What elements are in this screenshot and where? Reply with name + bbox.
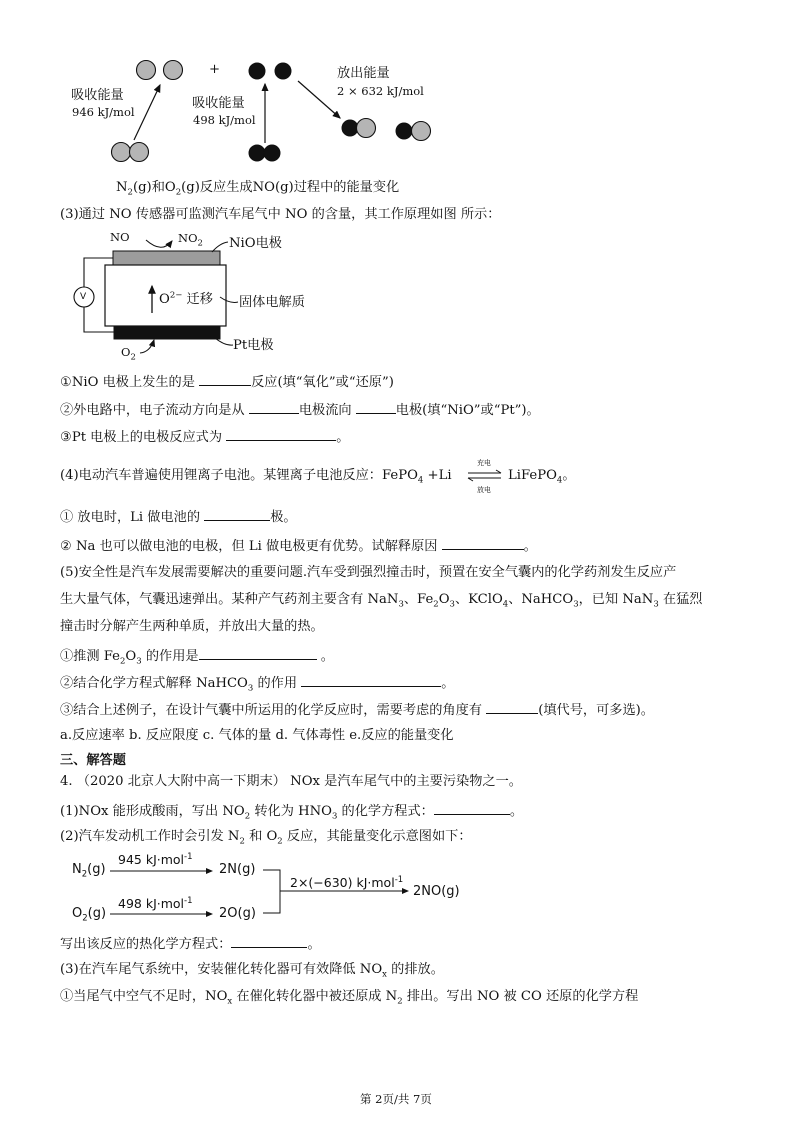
page-number: 第 2页/共 7页 <box>360 1092 432 1106</box>
charge-label: 充电 <box>477 459 491 467</box>
bracket-line <box>263 870 280 913</box>
plus-sign: + <box>209 62 221 77</box>
o2-bond-energy: 498 kJ·mol$^{-1}$ <box>118 895 193 911</box>
absorb-value-1: 946 kJ/mol <box>72 105 135 119</box>
combine-energy: 2×(−630) kJ·mol$^{-1}$ <box>290 874 404 890</box>
n-atoms-product: 2N(g) <box>219 862 256 877</box>
pt-electrode-label: Pt电极 <box>233 338 274 353</box>
q3-intro: (3)通过 NO 传感器可监测汽车尾气中 NO 的含量，其工作原理如图 所示： <box>60 207 501 222</box>
problem4-part-1: (1)NOx 能形成酸雨，写出 $NO_2$ 转化为 $HNO_3$ 的化学方程式： 。 <box>60 804 524 822</box>
q5-options: a.反应速率 b. 反应限度 c. 气体的量 d. 气体毒性 e.反应的能量变化 <box>60 728 454 743</box>
o2-reactant: $O_2(g)$ <box>72 906 107 924</box>
problem4-intro: 4. （2020 北京人大附中高一下期末） NOx 是汽车尾气中的主要污染物之一。 <box>60 774 522 789</box>
q4-intro: (4)电动汽车普遍使用锂离子电池。某锂离子电池反应：FePO$_4$ +Li <box>60 468 452 486</box>
q5-line-1: (5)安全性是汽车发展需要解决的重要问题.汽车受到强烈撞击时，预置在安全气囊内的化学药剂发生反应产 <box>60 565 677 580</box>
problem4-part-3: (3)在汽车尾气系统中，安装催化转化器可有效降低 $NO_x$ 的排放。 <box>60 962 444 980</box>
q5-subquestion-2: ②结合化学方程式解释 NaHCO$_3$ 的作用 。 <box>60 676 455 694</box>
n2-reactant: $N_2(g)$ <box>72 862 106 880</box>
section-heading: 三、解答题 <box>60 753 126 768</box>
electrolyte-label: 固体电解质 <box>239 295 305 310</box>
n2-bond-energy: 945 kJ·mol$^{-1}$ <box>118 851 193 867</box>
problem4-write-equation: 写出该反应的热化学方程式： 。 <box>60 937 321 952</box>
q4-subquestion-1: ① 放电时，Li 做电池的 极。 <box>60 510 297 525</box>
q3-subquestion-2: ②外电路中，电子流动方向是从 电极流向 电极(填“NiO”或“Pt”)。 <box>60 403 540 418</box>
q3-subquestion-3: ③Pt 电极上的电极反应式为 。 <box>60 430 350 445</box>
release-value: 2 × 632 kJ/mol <box>337 84 424 98</box>
voltmeter-label: V <box>80 292 87 302</box>
q5-line-2: 生大量气体，气囊迅速弹出。某种产气药剂主要含有 NaN$_3$、$Fe_2O_3$、KClO$_4$、NaHCO$_3$，已知 NaN$_3$ 在猛烈 <box>60 592 703 610</box>
release-label: 放出能量 <box>337 66 390 81</box>
absorb-label-2: 吸收能量 <box>192 96 245 111</box>
q3-subquestion-1: ①NiO 电极上发生的是 反应(填“氧化”或“还原”) <box>60 375 394 390</box>
no2-label: $NO_2$ <box>178 231 203 249</box>
nio-electrode-label: NiO电极 <box>229 236 282 251</box>
o2-label: $O_2$ <box>121 345 136 363</box>
absorb-label-1: 吸收能量 <box>71 88 124 103</box>
problem4-part-3-1: ①当尾气中空气不足时，$NO_x$ 在催化转化器中被还原成 $N_2$ 排出。写出 NO 被 CO 还原的化学方程 <box>60 989 639 1007</box>
absorb-value-2: 498 kJ/mol <box>193 113 256 127</box>
discharge-label: 放电 <box>477 486 491 494</box>
q5-line-3: 撞击时分解产生两种单质，并放出大量的热。 <box>60 619 324 634</box>
q4-equation-right: LiFePO$_4$。 <box>508 468 576 486</box>
answer-blank[interactable] <box>231 935 307 948</box>
problem4-part-2: (2)汽车发动机工作时会引发 $N_2$ 和 $O_2$ 反应，其能量变化示意图如下： <box>60 829 472 847</box>
q5-subquestion-1: ①推测 $Fe_2O_3$ 的作用是 。 <box>60 649 334 667</box>
no-product: 2NO(g) <box>413 884 460 899</box>
q5-subquestion-3: ③结合上述例子，在设计气囊中所运用的化学反应时，需要考虑的角度有 (填代号，可多选)。 <box>60 703 654 718</box>
no-label: NO <box>110 230 130 244</box>
q4-subquestion-2: ② Na 也可以做电池的电极，但 Li 做电极更有优势。试解释原因 。 <box>60 539 537 554</box>
energy-diagram-caption: $N_2(g)$和$O_2(g)$反应生成NO(g)过程中的能量变化 <box>116 180 400 198</box>
o-atoms-product: 2O(g) <box>219 906 256 921</box>
o2-minus-migration-label: $O^{2-}$ 迁移 <box>159 290 213 307</box>
